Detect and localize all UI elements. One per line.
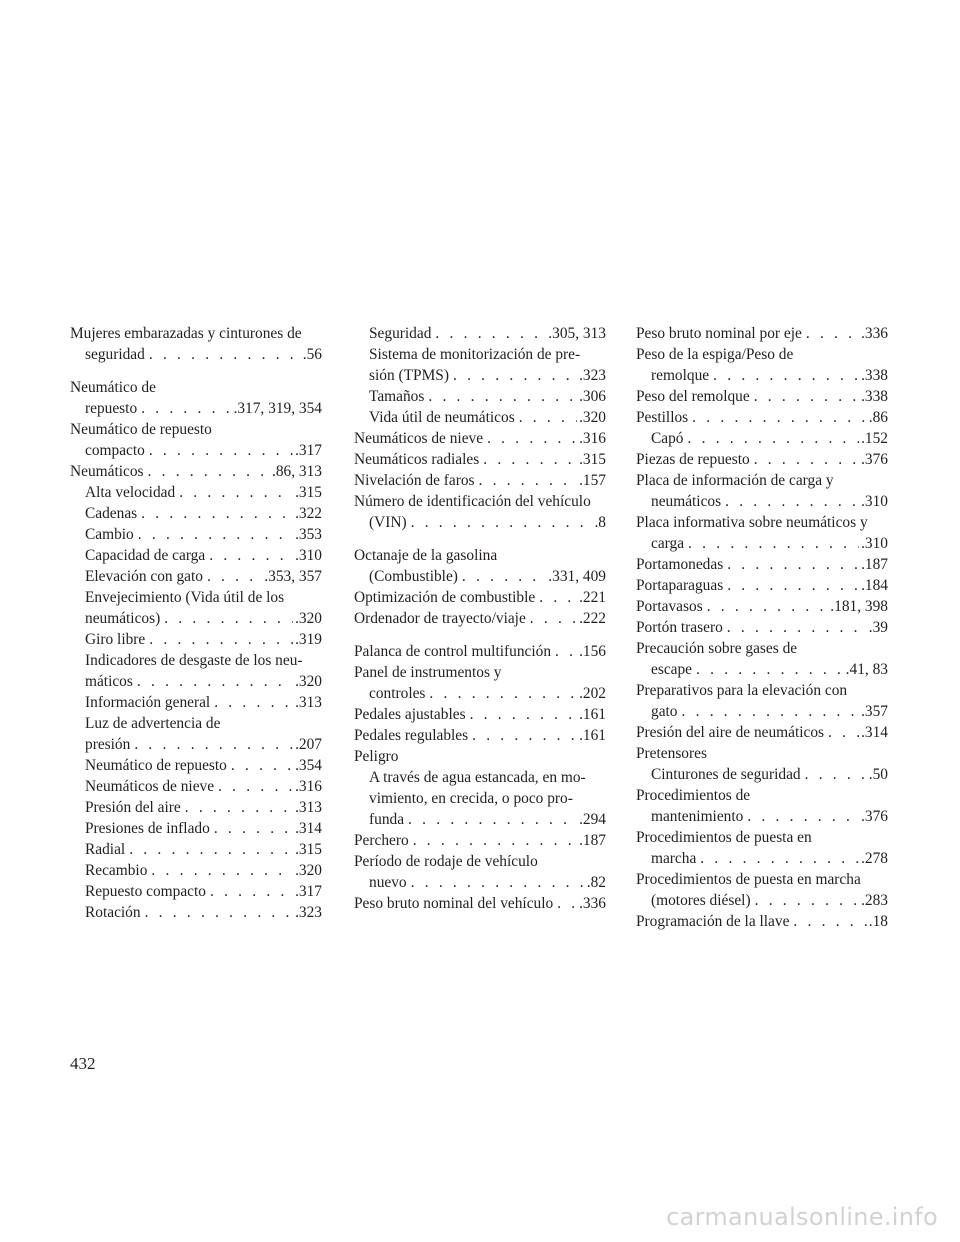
index-entry	[354, 449, 606, 470]
entry-term: Vida útil de neumáticos	[369, 409, 515, 426]
entry-term: Cambio	[85, 526, 134, 543]
page-reference[interactable]: .314	[295, 820, 322, 837]
page-reference[interactable]: .338	[861, 388, 888, 405]
index-entry	[636, 911, 888, 932]
page-reference[interactable]: .157	[579, 472, 606, 489]
dot-leader	[175, 482, 293, 503]
index-subentry	[636, 365, 888, 386]
page-reference[interactable]: .376	[861, 451, 888, 468]
entry-term: Panel de instrumentos y	[354, 664, 502, 681]
index-subentry	[354, 344, 606, 365]
entry-term: escape	[651, 661, 693, 678]
index-subentry	[354, 809, 606, 830]
dot-leader	[466, 704, 578, 725]
index-subentry	[636, 764, 888, 785]
index-subentry	[354, 767, 606, 788]
page-reference[interactable]: .357	[861, 703, 888, 720]
entry-term: Recambio	[85, 862, 148, 879]
index-subentry	[636, 890, 888, 911]
index-subentry	[70, 440, 322, 461]
index-column-1	[70, 323, 322, 923]
index-entry	[70, 419, 322, 440]
index-subentry	[354, 323, 606, 344]
entry-term: Peso del remolque	[636, 388, 750, 405]
page-reference[interactable]: .306	[579, 388, 606, 405]
index-entry	[636, 869, 888, 890]
dot-leader	[468, 725, 577, 746]
page-reference[interactable]: .323	[295, 904, 322, 921]
entry-term: neumáticos	[651, 493, 722, 510]
index-entry	[636, 680, 888, 701]
dot-leader	[141, 902, 293, 923]
entry-term: A través de agua estancada, en mo-	[369, 769, 586, 786]
index-subentry	[70, 860, 322, 881]
entry-term: Repuesto compacto	[85, 883, 206, 900]
entry-term: seguridad	[85, 346, 145, 363]
index-entry	[636, 407, 888, 428]
entry-term: Piezas de repuesto	[636, 451, 750, 468]
page-reference[interactable]: .315	[579, 451, 606, 468]
index-entry	[70, 323, 322, 344]
dot-leader	[723, 554, 859, 575]
page-reference[interactable]: .8	[594, 514, 606, 531]
page-reference[interactable]: .41, 83	[845, 661, 888, 678]
dot-leader	[210, 692, 293, 713]
index-entry	[354, 851, 606, 872]
dot-leader	[721, 491, 859, 512]
index-entry	[354, 470, 606, 491]
index-entry	[636, 722, 888, 743]
page-reference[interactable]: .305, 313	[548, 325, 606, 342]
index-subentry	[70, 902, 322, 923]
page-reference[interactable]: .338	[861, 367, 888, 384]
dot-leader	[684, 533, 859, 554]
index-entry	[636, 449, 888, 470]
page-reference[interactable]: .161	[579, 727, 606, 744]
index-subentry	[354, 683, 606, 704]
index-entry	[636, 743, 888, 764]
index-subentry	[70, 881, 322, 902]
dot-leader	[750, 386, 859, 407]
entry-term: Indicadores de desgaste de los neu-	[85, 652, 303, 669]
entry-term: Período de rodaje de vehículo	[354, 853, 538, 870]
entry-term: Ordenador de trayecto/viaje	[354, 610, 526, 627]
index-entry	[636, 638, 888, 659]
entry-term: Cinturones de seguridad	[651, 766, 801, 783]
index-subentry	[354, 512, 606, 533]
page-reference[interactable]: .316	[579, 430, 606, 447]
index-entry	[70, 461, 322, 482]
dot-leader	[750, 449, 859, 470]
dot-leader	[145, 440, 293, 461]
entry-term: Peso de la espiga/Peso de	[636, 346, 794, 363]
page-reference[interactable]: .207	[295, 736, 322, 753]
index-entry	[636, 470, 888, 491]
dot-leader	[824, 722, 859, 743]
page-reference[interactable]: .314	[861, 724, 888, 741]
entry-term: mantenimiento	[651, 808, 744, 825]
dot-leader	[475, 470, 578, 491]
entry-term: Peso bruto nominal por eje	[636, 325, 802, 342]
entry-term: Pedales regulables	[354, 727, 469, 744]
index-entry	[354, 428, 606, 449]
entry-term: Portaparaguas	[636, 577, 724, 594]
entry-term: neumáticos)	[85, 610, 161, 627]
index-subentry	[70, 524, 322, 545]
page-reference[interactable]: .320	[295, 610, 322, 627]
dot-leader	[144, 461, 270, 482]
dot-leader	[407, 872, 585, 893]
page-reference[interactable]: .353, 357	[264, 568, 322, 585]
dot-leader	[684, 428, 860, 449]
page-reference[interactable]: .317, 319, 354	[233, 400, 322, 417]
entry-term: máticos	[85, 673, 133, 690]
dot-leader	[203, 566, 262, 587]
entry-term: carga	[651, 535, 685, 552]
entry-term: sión (TPMS)	[369, 367, 449, 384]
page-reference[interactable]: .313	[295, 694, 322, 711]
entry-term: remolque	[651, 367, 710, 384]
page-reference[interactable]: .86, 313	[271, 463, 322, 480]
page-reference[interactable]: .313	[295, 799, 322, 816]
entry-term: Luz de advertencia de	[85, 715, 221, 732]
dot-leader	[789, 911, 866, 932]
entry-term: Elevación con gato	[85, 568, 203, 585]
page-reference[interactable]: .354	[295, 757, 322, 774]
entry-gap	[354, 533, 606, 545]
entry-gap	[70, 365, 322, 377]
index-subentry	[70, 344, 322, 365]
page-reference[interactable]: .283	[861, 892, 888, 909]
dot-leader	[723, 575, 859, 596]
index-entry	[354, 704, 606, 725]
entry-term: (motores diésel)	[651, 892, 751, 909]
index-column-2	[354, 323, 606, 914]
index-subentry	[354, 386, 606, 407]
page-reference[interactable]: .320	[295, 673, 322, 690]
page-reference[interactable]: .222	[579, 610, 606, 627]
entry-term: Mujeres embarazadas y cinturones de	[70, 325, 302, 342]
dot-leader	[125, 839, 293, 860]
page-reference[interactable]: .310	[295, 547, 322, 564]
entry-term: (Combustible)	[369, 568, 458, 585]
entry-term: Alta velocidad	[85, 484, 176, 501]
dot-leader	[409, 830, 577, 851]
page-reference[interactable]: .310	[861, 493, 888, 510]
dot-leader	[133, 671, 293, 692]
dot-leader	[407, 512, 593, 533]
dot-leader	[145, 344, 301, 365]
index-entry	[636, 617, 888, 638]
entry-gap	[354, 629, 606, 641]
dot-leader	[137, 398, 231, 419]
dot-leader	[551, 641, 577, 662]
index-subentry	[70, 398, 322, 419]
entry-term: Neumáticos de nieve	[85, 778, 215, 795]
page-reference[interactable]: .181, 398	[830, 598, 888, 615]
dot-leader	[210, 818, 293, 839]
index-subentry	[70, 776, 322, 797]
dot-leader	[431, 323, 546, 344]
index-subentry	[636, 428, 888, 449]
entry-term: vimiento, en crecida, o poco pro-	[369, 790, 573, 807]
page-reference[interactable]: .320	[295, 862, 322, 879]
entry-term: Procedimientos de puesta en marcha	[636, 871, 861, 888]
dot-leader	[751, 890, 859, 911]
page-reference[interactable]: .39	[868, 619, 888, 636]
dot-leader	[404, 809, 577, 830]
entry-term: Placa de información de carga y	[636, 472, 834, 489]
index-subentry	[354, 872, 606, 893]
page-reference[interactable]: .152	[861, 430, 888, 447]
index-subentry	[70, 755, 322, 776]
dot-leader	[553, 893, 577, 914]
dot-leader	[205, 545, 293, 566]
dot-leader	[227, 755, 293, 776]
entry-term: Presiones de inflado	[85, 820, 210, 837]
index-entry	[70, 377, 322, 398]
dot-leader	[130, 734, 293, 755]
entry-term: Información general	[85, 694, 211, 711]
entry-term: Número de identificación del vehículo	[354, 493, 591, 510]
index-subentry	[70, 818, 322, 839]
index-subentry	[636, 806, 888, 827]
index-subentry	[70, 587, 322, 608]
index-entry	[636, 596, 888, 617]
dot-leader	[214, 776, 293, 797]
dot-leader	[515, 407, 577, 428]
entry-term: presión	[85, 736, 131, 753]
entry-term: Giro libre	[85, 631, 146, 648]
index-entry	[354, 662, 606, 683]
dot-leader	[137, 503, 293, 524]
dot-leader	[145, 629, 293, 650]
page-reference[interactable]: .82	[586, 874, 606, 891]
entry-term: Capó	[651, 430, 684, 447]
dot-leader	[703, 596, 829, 617]
page-reference[interactable]: .317	[295, 442, 322, 459]
entry-term: Seguridad	[369, 325, 432, 342]
index-subentry	[70, 482, 322, 503]
index-subentry	[70, 734, 322, 755]
index-subentry	[636, 848, 888, 869]
dot-leader	[160, 608, 293, 629]
entry-term: Rotación	[85, 904, 141, 921]
entry-term: Optimización de combustible	[354, 589, 536, 606]
entry-term: Perchero	[354, 832, 409, 849]
index-subentry	[70, 503, 322, 524]
entry-term: Procedimientos de puesta en	[636, 829, 812, 846]
entry-term: Presión del aire de neumáticos	[636, 724, 825, 741]
index-subentry	[70, 650, 322, 671]
entry-term: Pedales ajustables	[354, 706, 466, 723]
entry-term: nuevo	[369, 874, 407, 891]
dot-leader	[709, 365, 859, 386]
index-subentry	[636, 491, 888, 512]
page-reference[interactable]: .320	[579, 409, 606, 426]
page-reference[interactable]: .202	[579, 685, 606, 702]
index-subentry	[70, 566, 322, 587]
page-reference[interactable]: .156	[579, 643, 606, 660]
page-reference[interactable]: .278	[861, 850, 888, 867]
entry-term: controles	[369, 685, 426, 702]
entry-term: Cadenas	[85, 505, 138, 522]
page-number: 432	[70, 1054, 96, 1073]
index-column-3	[636, 323, 888, 932]
page-reference[interactable]: .317	[295, 883, 322, 900]
entry-term: Neumáticos radiales	[354, 451, 480, 468]
dot-leader	[802, 323, 859, 344]
entry-term: Neumático de repuesto	[70, 421, 212, 438]
index-entry	[354, 725, 606, 746]
index-entry	[354, 641, 606, 662]
page-reference[interactable]: .310	[861, 535, 888, 552]
page-reference[interactable]: .353	[295, 526, 322, 543]
index-entry	[636, 575, 888, 596]
page-reference[interactable]: .184	[861, 577, 888, 594]
entry-term: Peso bruto nominal del vehículo	[354, 895, 554, 912]
dot-leader	[526, 608, 577, 629]
entry-term: Octanaje de la gasolina	[354, 547, 498, 564]
entry-term: Procedimientos de	[636, 787, 751, 804]
index-subentry	[636, 533, 888, 554]
page-reference[interactable]: .187	[861, 556, 888, 573]
page-reference[interactable]: .316	[295, 778, 322, 795]
index-subentry	[70, 629, 322, 650]
index-subentry	[636, 701, 888, 722]
entry-term: Palanca de control multifunción	[354, 643, 552, 660]
page-reference[interactable]: .187	[579, 832, 606, 849]
entry-term: (VIN)	[369, 514, 407, 531]
index-entry	[354, 608, 606, 629]
dot-leader	[535, 587, 577, 608]
entry-term: Programación de la llave	[636, 913, 790, 930]
dot-leader	[425, 683, 577, 704]
index-subentry	[354, 566, 606, 587]
index-subentry	[70, 671, 322, 692]
dot-leader	[801, 764, 867, 785]
dot-leader	[449, 365, 577, 386]
index-subentry	[70, 692, 322, 713]
page-reference[interactable]: .336	[861, 325, 888, 342]
dot-leader	[479, 449, 577, 470]
entry-term: Neumáticos	[70, 463, 144, 480]
entry-term: Portón trasero	[636, 619, 723, 636]
index-subentry	[354, 407, 606, 428]
dot-leader	[134, 524, 293, 545]
dot-leader	[181, 797, 293, 818]
index-entry	[636, 512, 888, 533]
index-entry	[354, 830, 606, 851]
index-entry	[354, 491, 606, 512]
index-entry	[354, 545, 606, 566]
page-reference[interactable]: .323	[579, 367, 606, 384]
entry-term: Neumático de	[70, 379, 156, 396]
index-entry	[636, 554, 888, 575]
index-subentry	[354, 365, 606, 386]
entry-term: Sistema de monitorización de pre-	[369, 346, 581, 363]
dot-leader	[483, 428, 577, 449]
page-reference[interactable]: .336	[579, 895, 606, 912]
entry-term: repuesto	[85, 400, 138, 417]
index-subentry	[70, 713, 322, 734]
page-reference[interactable]: .56	[302, 346, 322, 363]
page-reference[interactable]: .315	[295, 484, 322, 501]
page-reference[interactable]: .161	[579, 706, 606, 723]
dot-leader	[458, 566, 546, 587]
page-reference[interactable]: .294	[579, 811, 606, 828]
entry-term: Preparativos para la elevación con	[636, 682, 848, 699]
index-entry	[636, 386, 888, 407]
entry-term: Radial	[85, 841, 126, 858]
index-subentry	[70, 839, 322, 860]
index-entry	[354, 893, 606, 914]
entry-term: Portamonedas	[636, 556, 724, 573]
entry-term: Peligro	[354, 748, 399, 765]
page-reference[interactable]: .319	[295, 631, 322, 648]
dot-leader	[688, 407, 867, 428]
entry-term: Envejecimiento (Vida útil de los	[85, 589, 285, 606]
dot-leader	[206, 881, 293, 902]
index-entry	[636, 827, 888, 848]
index-subentry	[636, 659, 888, 680]
page-reference[interactable]: .322	[295, 505, 322, 522]
index-entry	[636, 323, 888, 344]
page-reference[interactable]: .315	[295, 841, 322, 858]
page-reference[interactable]: .18	[868, 913, 888, 930]
page-reference[interactable]: .50	[868, 766, 888, 783]
entry-term: Nivelación de faros	[354, 472, 475, 489]
dot-leader	[743, 806, 859, 827]
entry-term: Placa informativa sobre neumáticos y	[636, 514, 868, 531]
watermark-text: carmanualsonline.info	[666, 1203, 938, 1231]
index-entry	[636, 785, 888, 806]
entry-term: Tamaños	[369, 388, 425, 405]
entry-term: Portavasos	[636, 598, 703, 615]
page-reference[interactable]: .221	[579, 589, 606, 606]
entry-term: Pestillos	[636, 409, 689, 426]
dot-leader	[692, 659, 844, 680]
dot-leader	[696, 848, 859, 869]
entry-term: compacto	[85, 442, 145, 459]
entry-term: Capacidad de carga	[85, 547, 206, 564]
index-subentry	[70, 608, 322, 629]
dot-leader	[723, 617, 867, 638]
entry-term: gato	[651, 703, 678, 720]
entry-term: marcha	[651, 850, 697, 867]
entry-term: Neumático de repuesto	[85, 757, 227, 774]
index-subentry	[70, 545, 322, 566]
entry-term: funda	[369, 811, 405, 828]
page-reference[interactable]: .86	[868, 409, 888, 426]
dot-leader	[147, 860, 293, 881]
index-entry	[354, 587, 606, 608]
page-reference[interactable]: .376	[861, 808, 888, 825]
dot-leader	[678, 701, 860, 722]
index-entry	[354, 746, 606, 767]
entry-term: Pretensores	[636, 745, 707, 762]
dot-leader	[424, 386, 577, 407]
page-reference[interactable]: .331, 409	[548, 568, 606, 585]
index-subentry	[70, 797, 322, 818]
index-entry	[636, 344, 888, 365]
entry-term: Presión del aire	[85, 799, 181, 816]
index-subentry	[354, 788, 606, 809]
entry-term: Neumáticos de nieve	[354, 430, 484, 447]
entry-term: Precaución sobre gases de	[636, 640, 798, 657]
